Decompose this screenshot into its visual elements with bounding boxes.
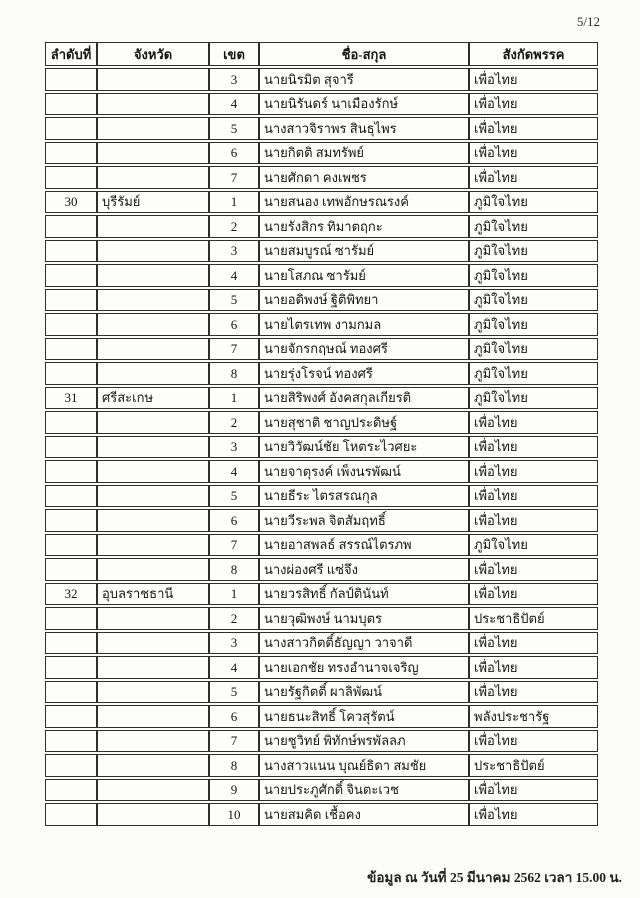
cell-name: นายจาตุรงค์ เพ็งนรพัฒน์ [259, 460, 469, 483]
cell-name: นางสาวแนน บุณย์ธิดา สมชัย [259, 754, 469, 777]
header-row [45, 42, 598, 66]
cell-party: เพื่อไทย [469, 730, 598, 753]
cell-name: นายสมคิด เชื้อคง [259, 803, 469, 826]
cell-district: 1 [209, 387, 259, 410]
cell-province: ศรีสะเกษ [97, 387, 209, 410]
table-row [45, 485, 598, 508]
cell-province [97, 509, 209, 532]
cell-name: นายชูวิทย์ พิทักษ์พรพัลลภ [259, 730, 469, 753]
cell-name: นายรุ่งโรจน์ ทองศรี [259, 362, 469, 385]
cell-no [45, 705, 97, 728]
cell-district: 4 [209, 656, 259, 679]
cell-district: 4 [209, 93, 259, 116]
cell-name: นายสิริพงศ์ อังคสกุลเกียรติ [259, 387, 469, 410]
table-row [45, 681, 598, 704]
table-row [45, 803, 598, 826]
cell-district: 8 [209, 754, 259, 777]
cell-province [97, 166, 209, 189]
cell-party: เพื่อไทย [469, 485, 598, 508]
cell-province: บุรีรัมย์ [97, 191, 209, 214]
cell-party: ภูมิใจไทย [469, 534, 598, 557]
col-header-province: จังหวัด [97, 42, 209, 66]
cell-province [97, 779, 209, 802]
table-row [45, 558, 598, 581]
cell-party: เพื่อไทย [469, 509, 598, 532]
cell-province [97, 411, 209, 434]
table-row [45, 534, 598, 557]
cell-district: 7 [209, 338, 259, 361]
cell-party: เพื่อไทย [469, 166, 598, 189]
table-row [45, 313, 598, 336]
table-row [45, 93, 598, 116]
cell-district: 10 [209, 803, 259, 826]
table-row [45, 779, 598, 802]
cell-district: 9 [209, 779, 259, 802]
footer-note: ข้อมูล ณ วันที่ 25 มีนาคม 2562 เวลา 15.00 น. [367, 870, 622, 885]
cell-no: 31 [45, 387, 97, 410]
cell-name: นายสนอง เทพอักษรณรงค์ [259, 191, 469, 214]
table-row [45, 583, 598, 606]
cell-name: นายจักรกฤษณ์ ทองศรี [259, 338, 469, 361]
table-row [45, 607, 598, 630]
cell-province [97, 240, 209, 263]
cell-province [97, 313, 209, 336]
table-row [45, 264, 598, 287]
cell-party: เพื่อไทย [469, 632, 598, 655]
cell-district: 2 [209, 411, 259, 434]
cell-party: ประชาธิปัตย์ [469, 754, 598, 777]
cell-party: เพื่อไทย [469, 93, 598, 116]
cell-district: 1 [209, 191, 259, 214]
table-row [45, 730, 598, 753]
cell-province [97, 534, 209, 557]
table-row [45, 632, 598, 655]
cell-province [97, 338, 209, 361]
cell-district: 6 [209, 705, 259, 728]
cell-district: 1 [209, 583, 259, 606]
cell-province [97, 93, 209, 116]
cell-district: 3 [209, 632, 259, 655]
cell-district: 8 [209, 558, 259, 581]
table-row [45, 240, 598, 263]
cell-party: ประชาธิปัตย์ [469, 607, 598, 630]
cell-name: นายอาสพลธ์ สรรณ์ไตรภพ [259, 534, 469, 557]
table-row [45, 705, 598, 728]
cell-province [97, 68, 209, 91]
cell-party: ภูมิใจไทย [469, 264, 598, 287]
cell-party: เพื่อไทย [469, 436, 598, 459]
cell-no [45, 142, 97, 165]
cell-province [97, 730, 209, 753]
cell-no [45, 730, 97, 753]
cell-no [45, 656, 97, 679]
cell-no [45, 313, 97, 336]
cell-province [97, 264, 209, 287]
table-row [45, 289, 598, 312]
cell-province [97, 705, 209, 728]
cell-province [97, 289, 209, 312]
cell-party: เพื่อไทย [469, 779, 598, 802]
cell-no [45, 803, 97, 826]
cell-name: นางสาวจิราพร สินธุไพร [259, 117, 469, 140]
table-row [45, 362, 598, 385]
cell-name: นายวิวัฒน์ชัย โหตระไวศยะ [259, 436, 469, 459]
cell-no [45, 215, 97, 238]
cell-name: นายเอกชัย ทรงอำนาจเจริญ [259, 656, 469, 679]
cell-district: 5 [209, 289, 259, 312]
cell-name: นายรังสิกร ทิมาตฤกะ [259, 215, 469, 238]
cell-district: 5 [209, 485, 259, 508]
cell-no [45, 68, 97, 91]
table-row [45, 436, 598, 459]
table-row [45, 387, 598, 410]
cell-district: 7 [209, 166, 259, 189]
table-row [45, 117, 598, 140]
table-row [45, 338, 598, 361]
cell-name: นายอดิพงษ์ ฐิติพิทยา [259, 289, 469, 312]
cell-no [45, 117, 97, 140]
table-row [45, 509, 598, 532]
cell-province [97, 117, 209, 140]
table-row [45, 68, 598, 91]
cell-party: ภูมิใจไทย [469, 313, 598, 336]
cell-district: 7 [209, 730, 259, 753]
cell-province [97, 681, 209, 704]
cell-name: นายธนะสิทธิ์ โควสุรัตน์ [259, 705, 469, 728]
cell-no [45, 289, 97, 312]
table-row [45, 411, 598, 434]
cell-party: ภูมิใจไทย [469, 362, 598, 385]
cell-party: เพื่อไทย [469, 656, 598, 679]
cell-name: นายศักดา คงเพชร [259, 166, 469, 189]
cell-name: นายกิตติ สมทรัพย์ [259, 142, 469, 165]
cell-no [45, 607, 97, 630]
cell-party: ภูมิใจไทย [469, 215, 598, 238]
cell-name: นายนิรันดร์ นาเมืองรักษ์ [259, 93, 469, 116]
cell-province [97, 754, 209, 777]
cell-province [97, 436, 209, 459]
cell-no [45, 681, 97, 704]
cell-no [45, 509, 97, 532]
cell-no [45, 264, 97, 287]
cell-party: ภูมิใจไทย [469, 289, 598, 312]
cell-no [45, 460, 97, 483]
cell-province [97, 142, 209, 165]
col-header-district: เขต [209, 42, 259, 66]
cell-no [45, 534, 97, 557]
cell-district: 5 [209, 117, 259, 140]
cell-province [97, 656, 209, 679]
cell-party: เพื่อไทย [469, 117, 598, 140]
cell-district: 8 [209, 362, 259, 385]
cell-no [45, 240, 97, 263]
cell-no [45, 436, 97, 459]
cell-province [97, 558, 209, 581]
cell-province: อุบลราชธานี [97, 583, 209, 606]
cell-no [45, 362, 97, 385]
cell-province [97, 362, 209, 385]
table-row [45, 656, 598, 679]
cell-no [45, 166, 97, 189]
cell-name: นายไตรเทพ งามกมล [259, 313, 469, 336]
cell-name: นายธีระ ไตรสรณกุล [259, 485, 469, 508]
col-header-no: ลำดับที่ [45, 42, 97, 66]
cell-province [97, 460, 209, 483]
cell-district: 4 [209, 460, 259, 483]
cell-no [45, 779, 97, 802]
table-row [45, 215, 598, 238]
cell-district: 6 [209, 313, 259, 336]
cell-party: เพื่อไทย [469, 142, 598, 165]
cell-district: 3 [209, 240, 259, 263]
cell-district: 6 [209, 509, 259, 532]
cell-name: นางผ่องศรี แซ่จึง [259, 558, 469, 581]
table-row [45, 754, 598, 777]
cell-no [45, 93, 97, 116]
cell-no: 32 [45, 583, 97, 606]
cell-district: 2 [209, 607, 259, 630]
cell-party: เพื่อไทย [469, 803, 598, 826]
cell-no [45, 754, 97, 777]
table-row [45, 191, 598, 214]
cell-district: 3 [209, 68, 259, 91]
cell-party: พลังประชารัฐ [469, 705, 598, 728]
cell-province [97, 485, 209, 508]
cell-party: ภูมิใจไทย [469, 240, 598, 263]
cell-name: นายวรสิทธิ์ กัลป์ตินันท์ [259, 583, 469, 606]
cell-name: นายวีระพล จิตสัมฤทธิ์ [259, 509, 469, 532]
cell-name: นายนิรมิต สุจารี [259, 68, 469, 91]
cell-name: นายประภูศักดิ์ จินตะเวช [259, 779, 469, 802]
cell-no [45, 632, 97, 655]
cell-district: 5 [209, 681, 259, 704]
cell-province [97, 607, 209, 630]
table-row [45, 166, 598, 189]
cell-district: 7 [209, 534, 259, 557]
cell-province [97, 803, 209, 826]
cell-party: เพื่อไทย [469, 583, 598, 606]
cell-province [97, 632, 209, 655]
cell-party: เพื่อไทย [469, 558, 598, 581]
cell-name: นายสุชาติ ชาญประดิษฐ์ [259, 411, 469, 434]
page-number: 5/12 [576, 14, 600, 29]
cell-name: นายวุฒิพงษ์ นามบุตร [259, 607, 469, 630]
cell-no [45, 558, 97, 581]
col-header-name: ชื่อ-สกุล [259, 42, 469, 66]
cell-party: เพื่อไทย [469, 68, 598, 91]
cell-no: 30 [45, 191, 97, 214]
cell-name: นายรัฐกิตติ์ ผาลิพัฒน์ [259, 681, 469, 704]
cell-no [45, 485, 97, 508]
table-row [45, 460, 598, 483]
cell-party: เพื่อไทย [469, 411, 598, 434]
cell-party: เพื่อไทย [469, 681, 598, 704]
cell-district: 2 [209, 215, 259, 238]
cell-party: เพื่อไทย [469, 460, 598, 483]
cell-no [45, 411, 97, 434]
candidates-table [45, 40, 598, 828]
cell-name: นายสมบูรณ์ ซารัมย์ [259, 240, 469, 263]
cell-district: 6 [209, 142, 259, 165]
col-header-party: สังกัดพรรค [469, 42, 598, 66]
cell-party: ภูมิใจไทย [469, 191, 598, 214]
cell-no [45, 338, 97, 361]
cell-name: นายโสภณ ซารัมย์ [259, 264, 469, 287]
cell-party: ภูมิใจไทย [469, 338, 598, 361]
cell-district: 3 [209, 436, 259, 459]
cell-district: 4 [209, 264, 259, 287]
table-row [45, 142, 598, 165]
cell-name: นางสาวกิตติ์ธัญญา วาจาดี [259, 632, 469, 655]
cell-province [97, 215, 209, 238]
cell-party: ภูมิใจไทย [469, 387, 598, 410]
